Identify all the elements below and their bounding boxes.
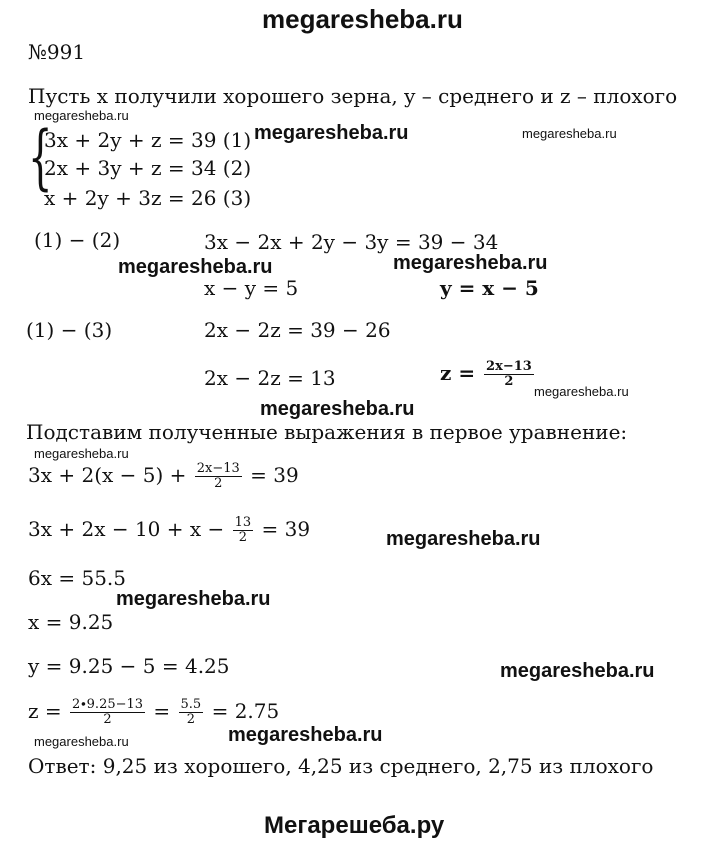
intro-text: Пусть x получили хорошего зерна, y – среднего и z – плохого: [28, 84, 678, 108]
step2-label: (1) − (3): [26, 318, 113, 342]
watermark-bold: megaresheba.ru: [118, 256, 273, 278]
equation-line-4: x = 9.25: [28, 610, 114, 634]
step1-result: y = x − 5: [440, 276, 539, 300]
watermark-small: megaresheba.ru: [34, 446, 129, 461]
watermark-bold: megaresheba.ru: [228, 724, 383, 746]
site-header: megaresheba.ru: [262, 4, 463, 34]
system-eq1: 3x + 2y + z = 39 (1): [44, 128, 252, 152]
substitute-text: Подставим полученные выражения в первое уравнение:: [26, 420, 628, 444]
equation-line-2: 3x + 2x − 10 + x − $\frac{13}{2}$ = 39: [28, 515, 311, 545]
step2-line2: 2x − 2z = 13: [204, 366, 336, 390]
watermark-bold: megaresheba.ru: [386, 528, 541, 550]
watermark-small: megaresheba.ru: [534, 384, 629, 399]
watermark-small: megaresheba.ru: [34, 734, 129, 749]
equation-line-5: y = 9.25 − 5 = 4.25: [28, 654, 230, 678]
system-brace: {: [28, 116, 53, 198]
watermark-small: megaresheba.ru: [522, 126, 617, 141]
watermark-bold: megaresheba.ru: [254, 122, 409, 144]
watermark-bold: megaresheba.ru: [116, 588, 271, 610]
step1-line2: x − y = 5: [204, 276, 299, 300]
watermark-bold: megaresheba.ru: [500, 660, 655, 682]
step2-result: z = $\frac{2x-13}{2}$: [440, 359, 532, 389]
answer-text: Ответ: 9,25 из хорошего, 4,25 из среднего, 2,75 из плохого: [28, 754, 654, 778]
problem-number: №991: [28, 40, 86, 64]
step1-line1: 3x − 2x + 2y − 3y = 39 − 34: [204, 230, 499, 254]
equation-line-3: 6x = 55.5: [28, 566, 127, 590]
equation-line-1: 3x + 2(x − 5) + $\frac{2x-13}{2}$ = 39: [28, 461, 299, 491]
watermark-bold: megaresheba.ru: [260, 398, 415, 420]
step2-line1: 2x − 2z = 39 − 26: [204, 318, 391, 342]
step1-label: (1) − (2): [34, 228, 121, 252]
system-eq2: 2x + 3y + z = 34 (2): [44, 156, 252, 180]
site-footer: Мегарешеба.ру: [264, 812, 445, 839]
watermark-small: megaresheba.ru: [34, 108, 129, 123]
watermark-bold: megaresheba.ru: [393, 252, 548, 274]
system-eq3: x + 2y + 3z = 26 (3): [44, 186, 252, 210]
equation-line-6: z = $\frac{2\cdot 9.25-13}{2}$ = $\frac{5.5}{2}$ = 2.75: [28, 697, 280, 727]
